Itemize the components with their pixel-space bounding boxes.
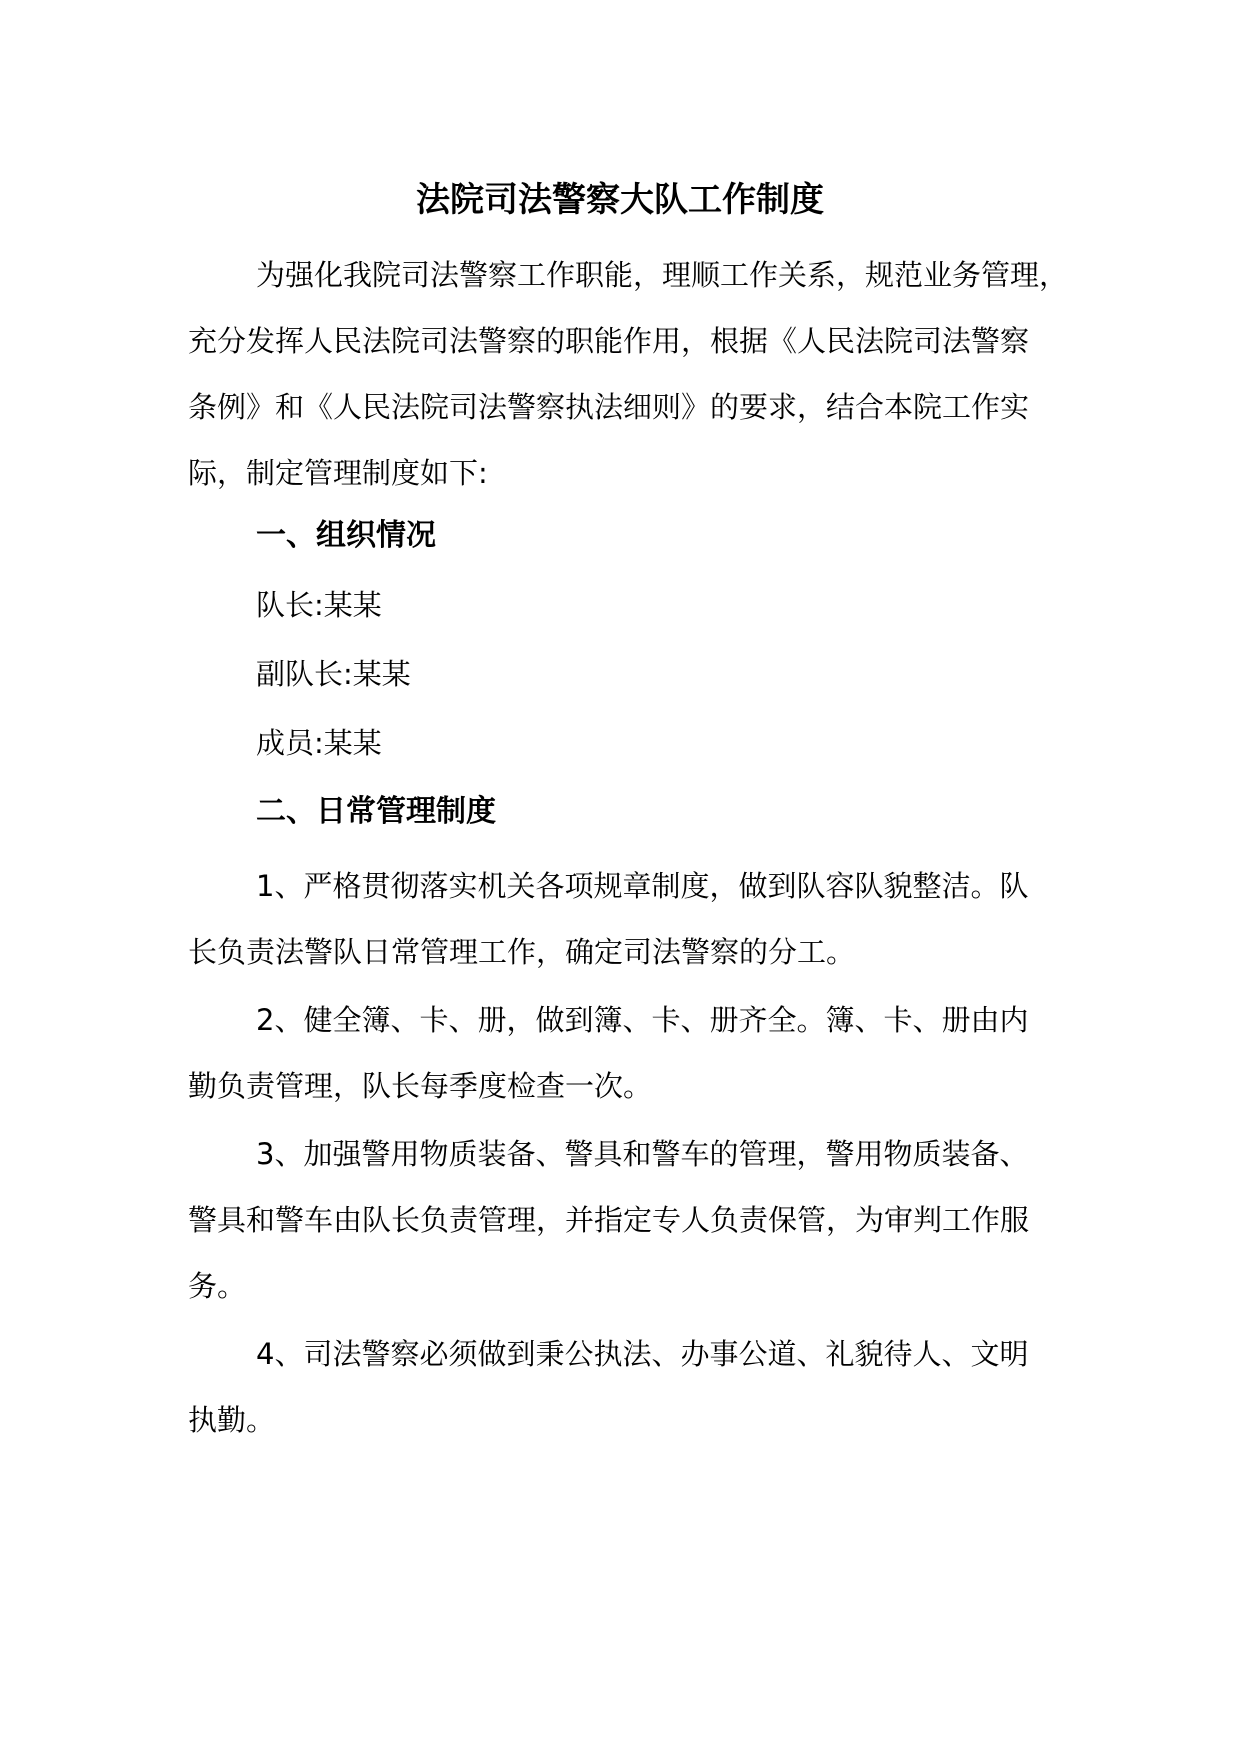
intro-line: 条例》和《人民法院司法警察执法细则》的要求，结合本院工作实 <box>188 390 1030 424</box>
section-heading-organization: 一、组织情况 <box>256 518 436 553</box>
intro-paragraph <box>188 242 1078 506</box>
rule-line: 4、司法警察必须做到秉公执法、办事公道、礼貌待人、文明 <box>256 1337 1029 1371</box>
rule-line: 3、加强警用物质装备、警具和警车的管理，警用物质装备、 <box>256 1137 1029 1171</box>
members-line: 成员:某某 <box>256 726 382 760</box>
rule-line: 1、严格贯彻落实机关各项规章制度，做到队容队貌整洁。队 <box>256 869 1029 903</box>
rule-line: 务。 <box>188 1269 247 1303</box>
rule-line: 警具和警车由队长负责管理，并指定专人负责保管，为审判工作服 <box>188 1203 1030 1237</box>
rule-line: 长负责法警队日常管理工作，确定司法警察的分工。 <box>188 935 856 969</box>
rule-item-1 <box>188 853 1078 985</box>
rule-line: 2、健全簿、卡、册，做到簿、卡、册齐全。簿、卡、册由内 <box>256 1003 1029 1037</box>
captain-line: 队长:某某 <box>256 588 382 622</box>
intro-line: 充分发挥人民法院司法警察的职能作用，根据《人民法院司法警察 <box>188 324 1030 358</box>
section-heading-daily-management: 二、日常管理制度 <box>256 794 496 829</box>
rule-line: 勤负责管理，队长每季度检查一次。 <box>188 1069 653 1103</box>
intro-line: 际，制定管理制度如下: <box>188 456 488 490</box>
intro-line: 为强化我院司法警察工作职能，理顺工作关系，规范业务管理， <box>256 258 1069 292</box>
vice-captain-line: 副队长:某某 <box>256 657 411 691</box>
document-title: 法院司法警察大队工作制度 <box>416 180 824 220</box>
rule-item-2 <box>188 987 1078 1119</box>
rule-item-3 <box>188 1121 1078 1319</box>
rule-line: 执勤。 <box>188 1403 276 1437</box>
rule-item-4 <box>188 1321 1078 1453</box>
